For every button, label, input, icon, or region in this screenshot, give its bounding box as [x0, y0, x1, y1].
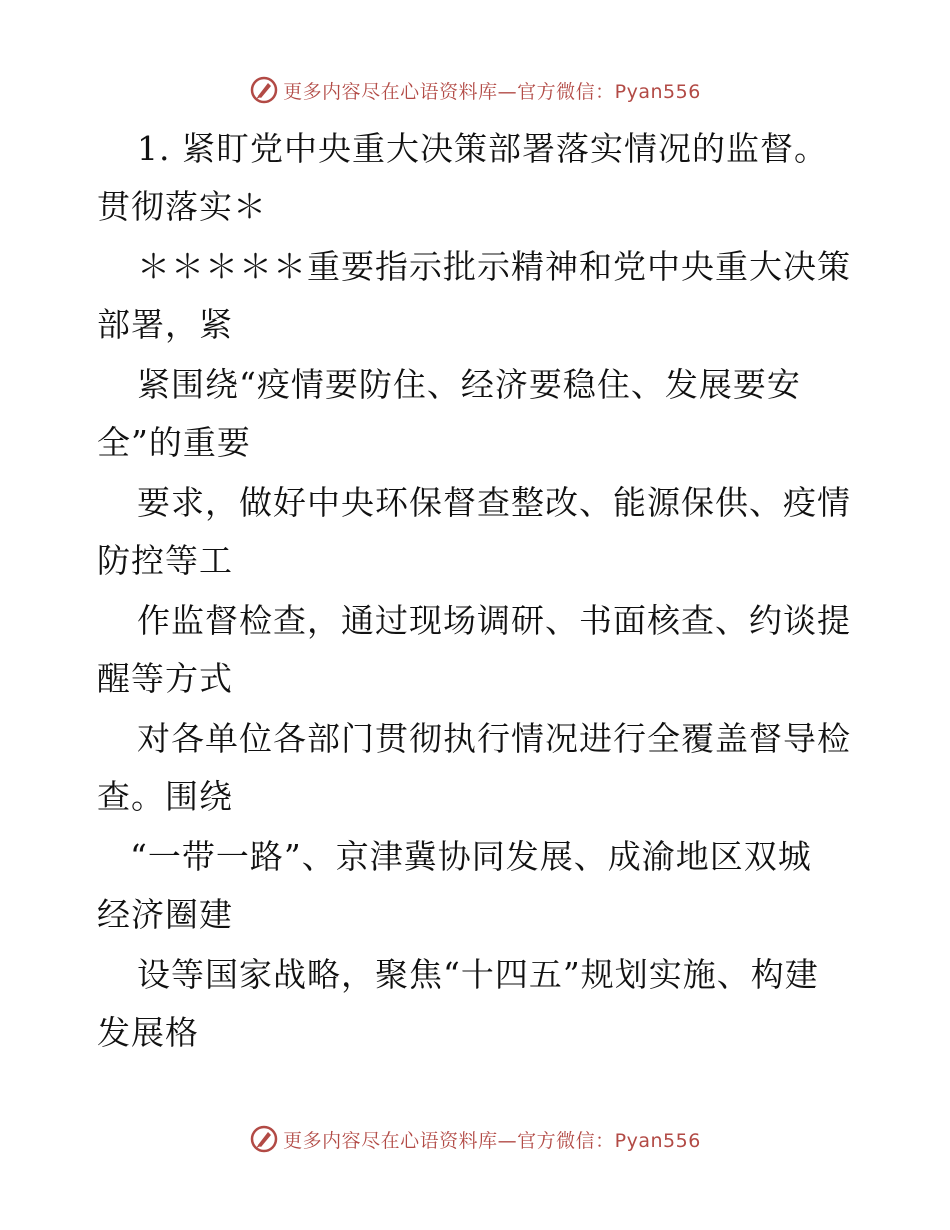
- pen-circle-logo-icon: [249, 75, 279, 105]
- text-line: “一带一路”、京津冀协同发展、成渝地区双城: [130, 837, 812, 876]
- text-line: 作监督检查，通过现场调研、书面核查、约谈提: [137, 601, 851, 640]
- footer-watermark: [0, 1121, 950, 1157]
- watermark-text: 更多内容尽在心语资料库—官方微信：Pyan556: [283, 80, 701, 103]
- watermark-text: 更多内容尽在心语资料库—官方微信：Pyan556: [283, 1129, 701, 1152]
- text-line: 要求，做好中央环保督查整改、能源保供、疫情: [137, 483, 851, 522]
- text-line: 全”的重要: [97, 423, 251, 462]
- text-line: 对各单位各部门贯彻执行情况进行全覆盖督导检: [137, 719, 851, 758]
- text-line: 防控等工: [97, 541, 233, 580]
- text-line: 紧围绕“疫情要防住、经济要稳住、发展要安: [137, 365, 801, 404]
- text-line: 醒等方式: [97, 659, 233, 698]
- text-line: 经济圈建: [97, 895, 233, 934]
- text-line: 部署，紧: [97, 305, 233, 344]
- text-line: 发展格: [97, 1013, 199, 1052]
- pen-circle-logo-icon: [249, 1124, 279, 1154]
- text-line: 查。围绕: [97, 777, 233, 816]
- header-watermark: [0, 72, 950, 108]
- text-line: 贯彻落实＊: [97, 187, 267, 226]
- text-line: 设等国家战略，聚焦“十四五”规划实施、构建: [137, 955, 819, 994]
- text-line: ＊＊＊＊＊重要指示批示精神和党中央重大决策: [137, 247, 851, 286]
- text-line: 1. 紧盯党中央重大决策部署落实情况的监督。: [137, 129, 828, 168]
